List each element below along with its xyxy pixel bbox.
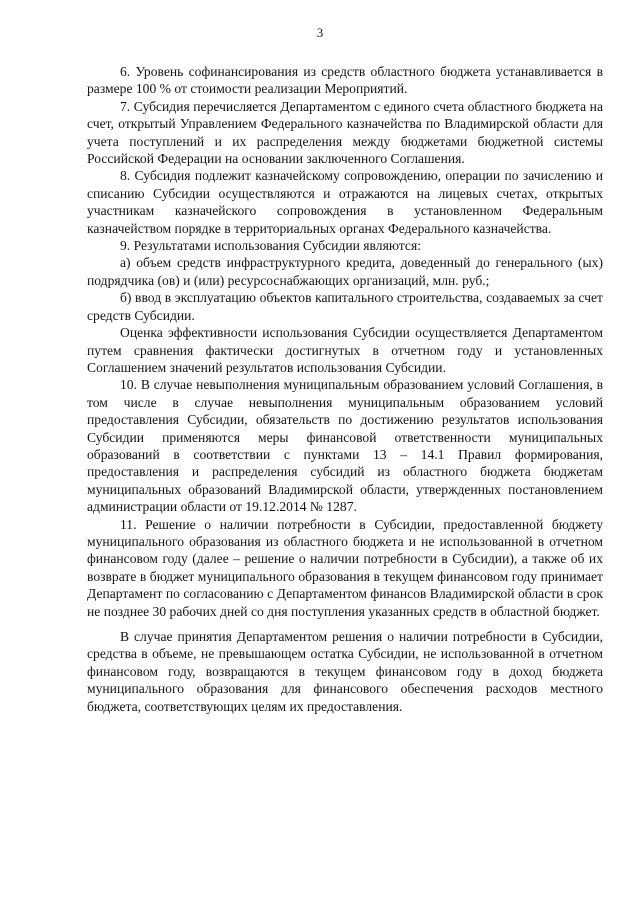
- paragraph-9-results: 9. Результатами использования Субсидии являются:: [120, 238, 421, 254]
- paragraph-9a-credit-volume: а) объем средств инфраструктурного кредита, доведенный до генерального (ых) подрядчика (ов) и (или) ресурсоснабжающих организаций, млн. руб.;: [87, 255, 603, 288]
- page-number: 3: [316, 25, 324, 40]
- paragraph-7-transfer: 7. Субсидия перечисляется Департаментом с единого счета областного бюджета на счет, открытый Управлением Федерального казначейства по Владимирской области для учета поступлений и их распределения между бюджетами бюджетной системы Российской Федерации на основании заключенного Соглашения.: [87, 98, 603, 167]
- paragraph-9b-commissioning: б) ввод в эксплуатацию объектов капитального строительства, создаваемых за счет средств Субсидии.: [87, 290, 603, 323]
- paragraph-6-cofinancing: 6. Уровень софинансирования из средств областного бюджета устанавливается в размере 100 % от стоимости реализации Мероприятий.: [87, 64, 603, 97]
- paragraph-10-liability: 10. В случае невыполнения муниципальным образованием условий Соглашения, в том числе в случае невыполнения муниципальным образованием условий предоставления Субсидии, обязательств по достижению результатов использования Субсидии применяются меры финансовой ответственности муниципальных образований в соответствии с пунктами 13 – 14.1 Правил формирования, предоставления и распределения субсидий из областного бюджета бюджетам муниципальных образований Владимирской области, утвержденных постановлением администрации области от 19.12.2014 № 1287.: [87, 377, 603, 515]
- document-body: [87, 63, 603, 715]
- paragraph-11-need-decision: 11. Решение о наличии потребности в Субсидии, предоставленной бюджету муниципального образования из областного бюджета и не использованной в отчетном финансовом году (далее – решение о наличии потребности в Субсидии), а также об их возврате в бюджет муниципального образования в текущем финансовом году принимает Департамент по согласованию с Департаментом финансов Владимирской области в срок не позднее 30 рабочих дней со дня поступления указанных средств в областной бюджет.: [87, 516, 603, 619]
- paragraph-efficiency-assessment: Оценка эффективности использования Субсидии осуществляется Департаментом путем сравнения фактически достигнутых в отчетном году и установленных Соглашением значений результатов использования Субсидии.: [87, 325, 603, 375]
- paragraph-8-treasury-support: 8. Субсидия подлежит казначейскому сопровождению, операции по зачислению и списанию Субсидии осуществляются и отражаются на лицевых счетах, открытых участникам казначейского сопровождения в установленном Федеральным казначейством порядке в территориальных органах Федерального казначейства.: [87, 168, 603, 236]
- paragraph-return-of-funds: В случае принятия Департаментом решения о наличии потребности в Субсидии, средства в объеме, не превышающем остатка Субсидии, не использованной в отчетном финансовом году, возвращаются в текущем финансовом году в доход бюджета муниципального образования для финансового обеспечения расходов местного бюджета, соответствующих целям их предоставления.: [87, 629, 603, 714]
